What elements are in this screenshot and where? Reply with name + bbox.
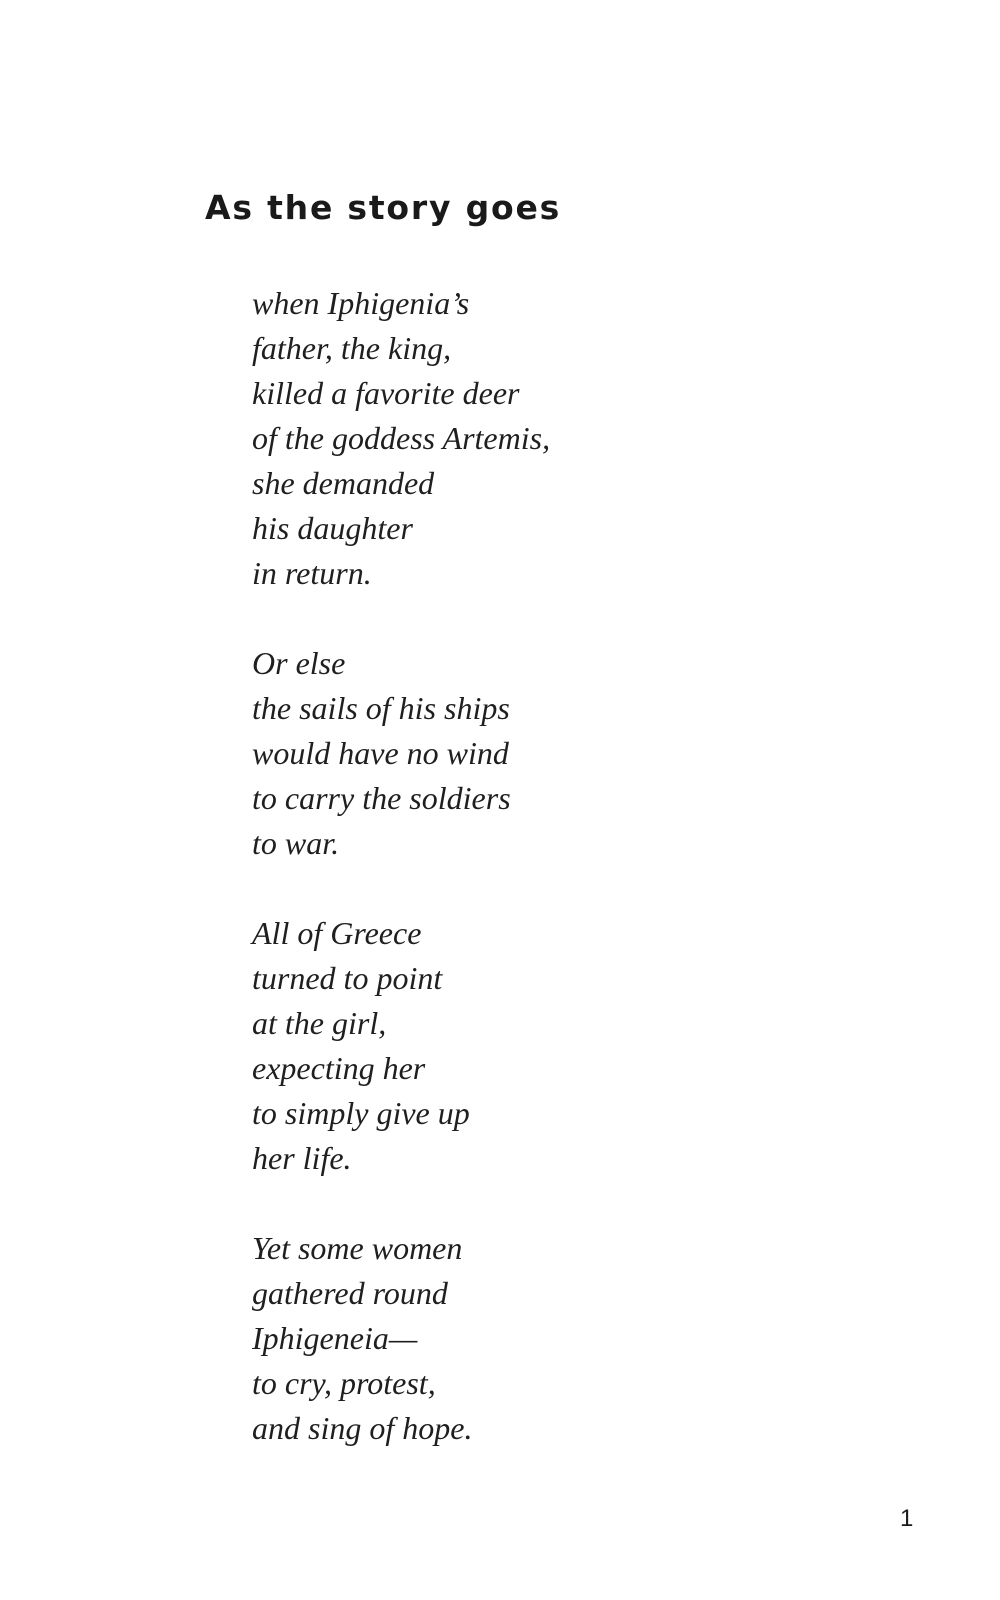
poem-line: father, the king,: [252, 330, 452, 366]
poem-line: Or else: [252, 645, 346, 681]
poem-line: gathered round: [252, 1275, 448, 1311]
poem-title: As the story goes: [205, 188, 562, 227]
poem-line: Iphigeneia—: [252, 1320, 418, 1356]
poem-line: would have no wind: [252, 735, 509, 771]
poem-line: turned to point: [252, 960, 443, 996]
stanza-4: [252, 1226, 550, 1451]
poem-body: [252, 281, 550, 1451]
poem-line: at the girl,: [252, 1005, 387, 1041]
poem-line: in return.: [252, 555, 372, 591]
poem-line: of the goddess Artemis,: [252, 420, 551, 456]
page-number: 1: [900, 1505, 914, 1532]
poem-line: to cry, protest,: [252, 1365, 436, 1401]
poem-line: Yet some women: [252, 1230, 463, 1266]
poem-line: to carry the soldiers: [252, 780, 511, 816]
poem-line: to war.: [252, 825, 340, 861]
poem-line: when Iphigenia’s: [252, 285, 470, 321]
stanza-2: [252, 641, 550, 866]
stanza-1: [252, 281, 550, 596]
poem-line: expecting her: [252, 1050, 426, 1086]
poem-line: killed a favorite deer: [252, 375, 520, 411]
poem-line: his daughter: [252, 510, 413, 546]
stanza-3: [252, 911, 550, 1181]
poem-line: she demanded: [252, 465, 435, 501]
poem-line: her life.: [252, 1140, 352, 1176]
poem-line: and sing of hope.: [252, 1410, 473, 1446]
poem-line: All of Greece: [252, 915, 422, 951]
poem-line: to simply give up: [252, 1095, 470, 1131]
poem-line: the sails of his ships: [252, 690, 510, 726]
